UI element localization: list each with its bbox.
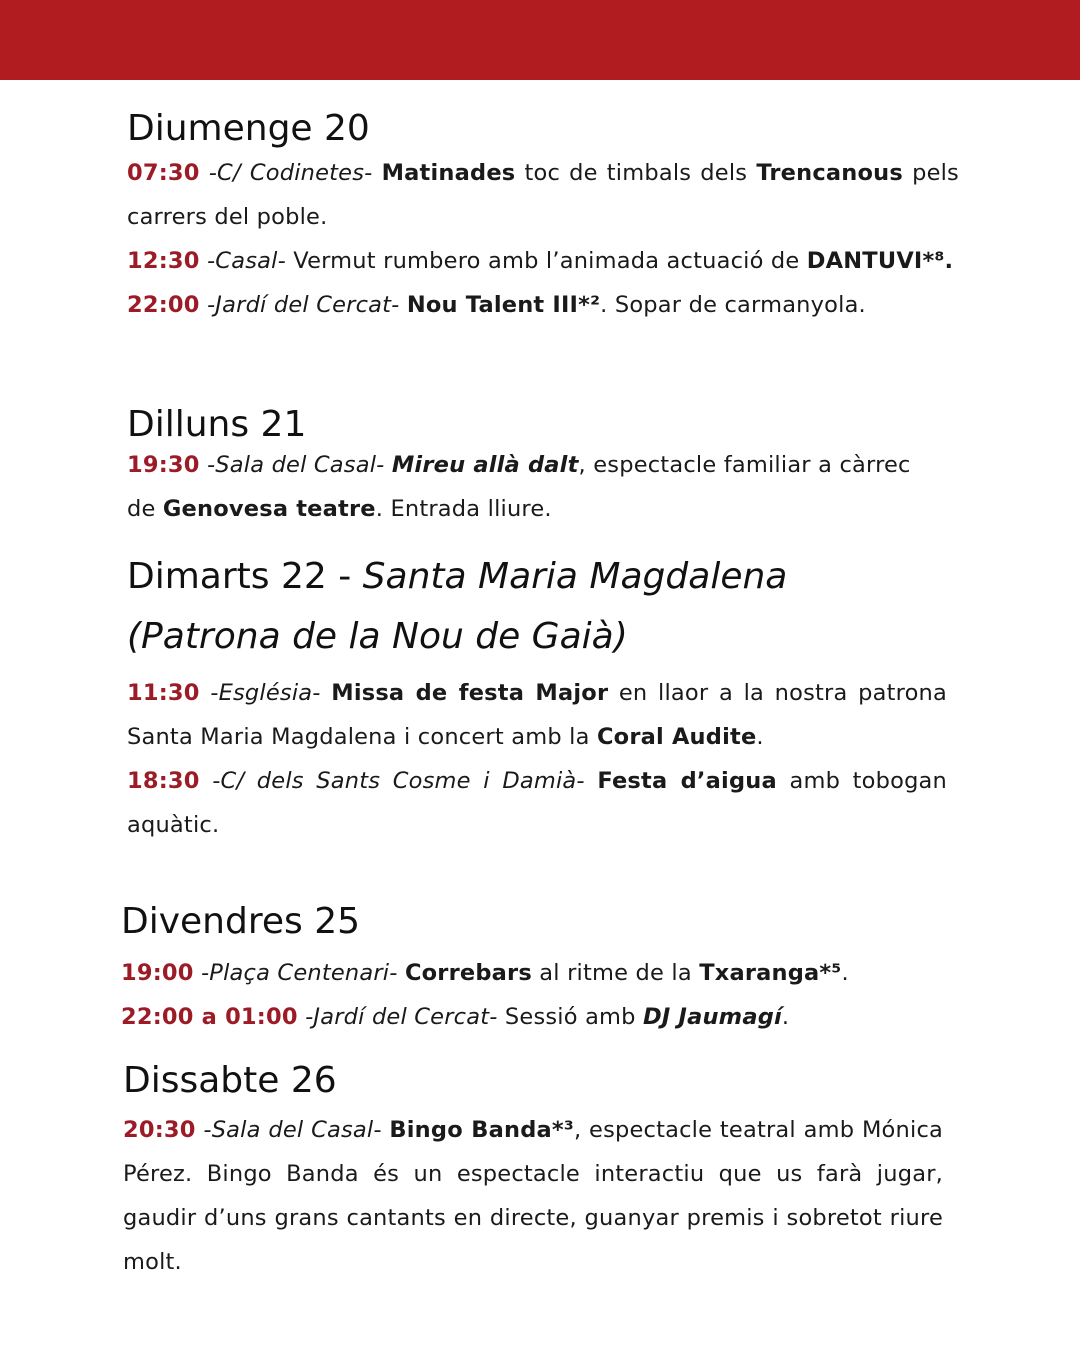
day-diumenge-20 [127,105,959,327]
event-time: 18:30 [127,768,200,794]
event-correbars: 19:00 -Plaça Centenari- Correbars al ritme de la Txaranga*⁵. [121,960,849,986]
event-time: 20:30 [123,1117,196,1143]
event-time: 19:00 [121,960,194,986]
performer-name: Coral Audite [596,724,757,750]
event-place: -Jardí del Cercat- [206,292,400,318]
event-name: Bingo Banda*³ [389,1117,574,1143]
event-bingo-banda: 20:30 -Sala del Casal- Bingo Banda*³, espectacle teatral amb Mónica Pérez. Bingo Banda és un espectacle interactiu que us farà jugar, gaudir d’uns grans cantants en directe, guanyar premis i sobretot riure molt. [123,1117,943,1275]
event-name: Missa de festa Major [331,680,609,706]
event-place: -C/ Codinetes- [208,160,373,186]
event-place: -Sala del Casal- [206,452,385,478]
day-title: Diumenge 20 [127,108,370,149]
top-banner [0,0,1080,80]
day-title: Dimarts 22 - Santa Maria Magdalena [127,556,788,597]
event-mireu-alla-dalt: 19:30 -Sala del Casal- Mireu allà dalt, espectacle familiar a càrrec de Genovesa teatre. Entrada lliure. [127,452,911,522]
event-time: 11:30 [127,680,200,706]
event-place: -Església- [210,680,321,706]
performer-name: DANTUVI*⁸. [806,248,954,274]
event-time: 22:00 a 01:00 [121,1004,298,1030]
performer-name: DJ Jaumagí [643,1004,782,1030]
day-dilluns-21 [127,401,927,531]
day-dissabte-26 [123,1057,943,1284]
event-place: -C/ dels Sants Cosme i Damià- [212,768,585,794]
event-festa-aigua: 18:30 -C/ dels Sants Cosme i Damià- Festa d’aigua amb tobogan aquàtic. [127,768,948,838]
event-time: 12:30 [127,248,200,274]
event-time: 22:00 [127,292,200,318]
event-nou-talent: 22:00 -Jardí del Cercat- Nou Talent III*². Sopar de carmanyola. [127,292,866,318]
event-time: 07:30 [127,160,200,186]
event-name: Mireu allà dalt [391,452,579,478]
event-matinades: 07:30 -C/ Codinetes- Matinades toc de timbals dels Trencanous pels carrers del poble. [127,160,959,230]
day-subtitle-line2: (Patrona de la Nou de Gaià) [127,616,628,657]
day-subtitle: Santa Maria Magdalena [362,556,788,597]
event-time: 19:30 [127,452,200,478]
event-place: -Casal- [206,248,286,274]
day-title: Divendres 25 [121,901,361,942]
day-dimarts-22 [127,547,947,847]
event-name: Matinades [381,160,516,186]
event-name: Nou Talent III*² [406,292,601,318]
day-divendres-25 [121,898,951,1039]
event-name: Festa d’aigua [597,768,777,794]
day-title: Dissabte 26 [123,1060,337,1101]
event-place: -Plaça Centenari- [200,960,398,986]
event-place: -Sala del Casal- [203,1117,382,1143]
event-name: Correbars [404,960,532,986]
performer-name: Txaranga*⁵ [699,960,842,986]
performer-name: Trencanous [756,160,903,186]
event-place: -Jardí del Cercat- [305,1004,498,1030]
performer-name: Genovesa teatre [162,496,376,522]
event-missa: 11:30 -Església- Missa de festa Major en llaor a la nostra patrona Santa Maria Magdalena i concert amb la Coral Audite. [127,680,947,750]
event-sessio-dj: 22:00 a 01:00 -Jardí del Cercat- Sessió amb DJ Jaumagí. [121,1004,790,1030]
day-title: Dilluns 21 [127,404,307,445]
event-vermut: 12:30 -Casal- Vermut rumbero amb l’animada actuació de DANTUVI*⁸. [127,248,954,274]
